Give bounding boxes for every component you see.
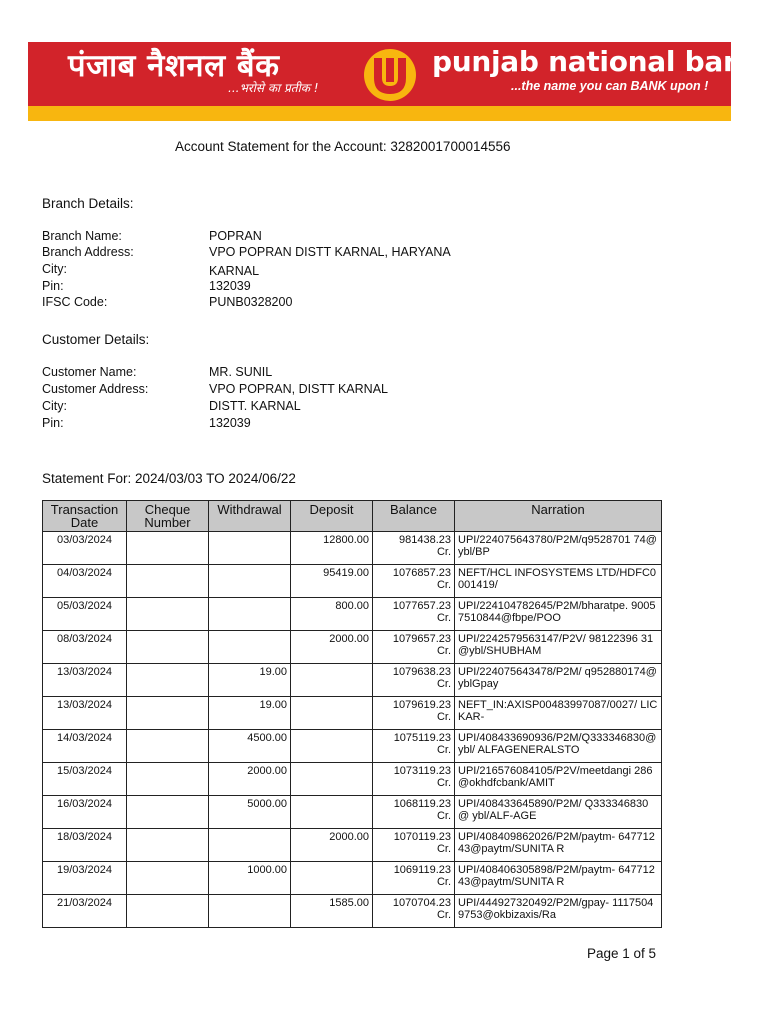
cell-cheque [127, 598, 209, 631]
balance-cr-indicator: Cr. [436, 710, 451, 723]
col-header-withdrawal: Withdrawal [209, 501, 291, 532]
table-row [43, 631, 662, 664]
col-header-date: Transaction Date [43, 501, 127, 532]
balance-cr-indicator: Cr. [436, 776, 451, 789]
cell-withdrawal: 2000.00 [209, 763, 291, 796]
branch-city-value: KARNAL [209, 264, 260, 278]
cell-cheque [127, 829, 209, 862]
balance-cr-indicator: Cr. [436, 611, 451, 624]
bank-tagline-english: ...the name you can BANK upon ! [511, 79, 709, 93]
balance-cr-indicator: Cr. [436, 842, 451, 855]
cell-cheque [127, 862, 209, 895]
balance-cr-indicator: Cr. [436, 578, 451, 591]
balance-cr-indicator: Cr. [436, 644, 451, 657]
cell-date: 04/03/2024 [43, 565, 127, 598]
ifsc-code-label: IFSC Code: [42, 295, 108, 309]
balance-cr-indicator: Cr. [436, 908, 451, 921]
cell-date: 13/03/2024 [43, 697, 127, 730]
branch-address-value: VPO POPRAN DISTT KARNAL, HARYANA [209, 245, 451, 259]
cell-cheque [127, 532, 209, 565]
cell-withdrawal [209, 631, 291, 664]
transactions-table [42, 500, 662, 928]
table-row [43, 730, 662, 763]
balance-cr-indicator: Cr. [436, 677, 451, 690]
table-row [43, 829, 662, 862]
cell-date: 21/03/2024 [43, 895, 127, 928]
bank-tagline-hindi: ...भरोसे का प्रतीक ! [228, 81, 319, 95]
cell-balance [373, 697, 455, 730]
customer-pin-label: Pin: [42, 416, 64, 430]
balance-amount: 1076857.23 [392, 567, 451, 579]
branch-pin-label: Pin: [42, 279, 64, 293]
branch-name-label: Branch Name: [42, 229, 122, 243]
customer-details-heading: Customer Details: [42, 332, 150, 347]
cell-date: 16/03/2024 [43, 796, 127, 829]
table-row [43, 895, 662, 928]
branch-details-heading: Branch Details: [42, 196, 134, 211]
cell-withdrawal: 4500.00 [209, 730, 291, 763]
cell-narration: UPI/408406305898/P2M/paytm- 64771243@paytm/SUNITA R [455, 862, 662, 895]
bank-name-hindi: पंजाब नैशनल बैंक [68, 48, 280, 84]
balance-amount: 1079619.23 [392, 699, 451, 711]
table-row [43, 565, 662, 598]
branch-name-value: POPRAN [209, 229, 262, 243]
cell-narration: NEFT/HCL INFOSYSTEMS LTD/HDFC0001419/ [455, 565, 662, 598]
balance-cr-indicator: Cr. [436, 545, 451, 558]
cell-deposit: 2000.00 [291, 829, 373, 862]
cell-deposit [291, 697, 373, 730]
cell-date: 03/03/2024 [43, 532, 127, 565]
table-row [43, 862, 662, 895]
balance-amount: 1070119.23 [393, 831, 451, 843]
customer-city-label: City: [42, 399, 67, 413]
cell-deposit [291, 796, 373, 829]
cell-withdrawal [209, 829, 291, 862]
cell-narration: UPI/216576084105/P2V/meetdangi 286@okhdfcbank/AMIT [455, 763, 662, 796]
customer-name-label: Customer Name: [42, 365, 137, 379]
cell-cheque [127, 697, 209, 730]
balance-amount: 1079638.23 [392, 666, 451, 678]
balance-amount: 1069119.23 [393, 864, 451, 876]
cell-cheque [127, 763, 209, 796]
balance-cr-indicator: Cr. [436, 875, 451, 888]
cell-deposit: 2000.00 [291, 631, 373, 664]
table-row [43, 697, 662, 730]
cell-narration: NEFT_IN:AXISP00483997087/0027/ LICKAR- [455, 697, 662, 730]
cell-deposit [291, 664, 373, 697]
cell-date: 08/03/2024 [43, 631, 127, 664]
cell-narration: UPI/224075643780/P2M/q9528701 74@ybl/BP [455, 532, 662, 565]
banner-stripe [28, 106, 731, 121]
cell-balance [373, 631, 455, 664]
cell-deposit: 12800.00 [291, 532, 373, 565]
cell-deposit [291, 763, 373, 796]
balance-amount: 1068119.23 [393, 798, 451, 810]
cell-narration: UPI/224075643478/P2M/ q952880174@yblGpay [455, 664, 662, 697]
customer-name-value: MR. SUNIL [209, 365, 273, 379]
cell-date: 15/03/2024 [43, 763, 127, 796]
page-number: Page 1 of 5 [587, 946, 657, 961]
table-row [43, 598, 662, 631]
customer-address-value: VPO POPRAN, DISTT KARNAL [209, 382, 388, 396]
cell-cheque [127, 796, 209, 829]
customer-address-label: Customer Address: [42, 382, 149, 396]
cell-narration: UPI/224104782645/P2M/bharatpe. 90057510844@fbpe/POO [455, 598, 662, 631]
col-header-deposit: Deposit [291, 501, 373, 532]
cell-deposit [291, 862, 373, 895]
cell-narration: UPI/408433645890/P2M/ Q333346830@ ybl/ALF-AGE [455, 796, 662, 829]
cell-date: 19/03/2024 [43, 862, 127, 895]
cell-cheque [127, 730, 209, 763]
branch-address-label: Branch Address: [42, 245, 134, 259]
balance-amount: 1077657.23 [392, 600, 451, 612]
cell-narration: UPI/408409862026/P2M/paytm- 64771243@paytm/SUNITA R [455, 829, 662, 862]
cell-withdrawal: 19.00 [209, 664, 291, 697]
cell-deposit [291, 730, 373, 763]
cell-balance [373, 796, 455, 829]
bank-name-english: punjab national bank [432, 45, 761, 78]
cell-date: 18/03/2024 [43, 829, 127, 862]
branch-pin-value: 132039 [209, 279, 251, 293]
statement-title: Account Statement for the Account: 3282001700014556 [175, 139, 511, 154]
cell-narration: UPI/2242579563147/P2V/ 98122396 31@ybl/SHUBHAM [455, 631, 662, 664]
balance-cr-indicator: Cr. [436, 743, 451, 756]
cell-cheque [127, 664, 209, 697]
cell-balance [373, 730, 455, 763]
ifsc-code-value: PUNB0328200 [209, 295, 293, 309]
customer-pin-value: 132039 [209, 416, 251, 430]
table-row [43, 796, 662, 829]
table-row [43, 664, 662, 697]
transactions-body [43, 532, 662, 928]
cell-withdrawal [209, 565, 291, 598]
balance-amount: 1073119.23 [393, 765, 451, 777]
cell-cheque [127, 565, 209, 598]
table-row [43, 532, 662, 565]
cell-deposit: 800.00 [291, 598, 373, 631]
cell-cheque [127, 631, 209, 664]
cell-deposit: 1585.00 [291, 895, 373, 928]
col-header-cheque: Cheque Number [127, 501, 209, 532]
cell-balance [373, 565, 455, 598]
cell-date: 14/03/2024 [43, 730, 127, 763]
cell-balance [373, 895, 455, 928]
cell-balance [373, 763, 455, 796]
col-header-narration: Narration [455, 501, 662, 532]
cell-balance [373, 664, 455, 697]
statement-period: Statement For: 2024/03/03 TO 2024/06/22 [42, 471, 296, 486]
balance-amount: 1075119.23 [393, 732, 451, 744]
cell-balance [373, 532, 455, 565]
cell-narration: UPI/444927320492/P2M/gpay- 11175049753@okbizaxis/Ra [455, 895, 662, 928]
cell-balance [373, 862, 455, 895]
branch-city-label: City: [42, 262, 67, 276]
cell-deposit: 95419.00 [291, 565, 373, 598]
pnb-logo-icon [360, 44, 420, 104]
balance-amount: 1079657.23 [392, 633, 451, 645]
cell-cheque [127, 895, 209, 928]
balance-cr-indicator: Cr. [436, 809, 451, 822]
cell-date: 13/03/2024 [43, 664, 127, 697]
cell-withdrawal [209, 532, 291, 565]
table-header-row [43, 501, 662, 532]
cell-withdrawal: 19.00 [209, 697, 291, 730]
cell-date: 05/03/2024 [43, 598, 127, 631]
cell-balance [373, 598, 455, 631]
customer-city-value: DISTT. KARNAL [209, 399, 301, 413]
cell-withdrawal [209, 598, 291, 631]
cell-balance [373, 829, 455, 862]
cell-narration: UPI/408433690936/P2M/Q333346830@ ybl/ ALFAGENERALSTO [455, 730, 662, 763]
cell-withdrawal: 1000.00 [209, 862, 291, 895]
cell-withdrawal [209, 895, 291, 928]
balance-amount: 981438.23 [399, 534, 451, 546]
cell-withdrawal: 5000.00 [209, 796, 291, 829]
table-row [43, 763, 662, 796]
balance-amount: 1070704.23 [392, 897, 451, 909]
col-header-balance: Balance [373, 501, 455, 532]
